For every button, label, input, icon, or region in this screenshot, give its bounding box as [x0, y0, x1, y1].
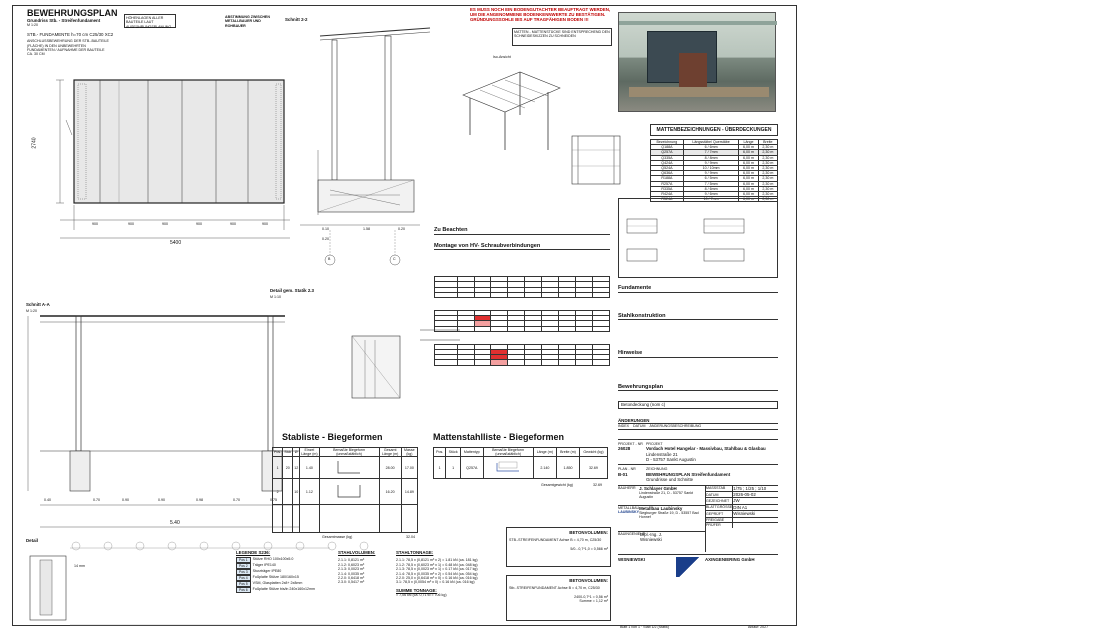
legend-pos-4: Pos 4: [236, 575, 251, 581]
blatt-label: BLATTGRÖSSE: [706, 505, 733, 510]
mb-r6-1: 6 / 5mm: [683, 176, 739, 181]
mattenbez-table: [650, 139, 778, 202]
metallbau-cell: [618, 506, 705, 532]
bauherr-name: J. Schlayer GmbH: [639, 485, 677, 491]
mb-r5-2: 6,00 m: [739, 171, 758, 176]
legend-pos-6: Pos 6: [236, 587, 251, 593]
mb-r4-0: Q524A: [651, 166, 684, 171]
mattenstahl-table: [433, 447, 608, 479]
render-door: [679, 53, 707, 87]
st-line-6: 3.1: 78,5 x (0,0054 m³ x 0) = 0.16 kN (ca. 016 kg): [396, 580, 475, 585]
bending-sketches: [618, 198, 778, 278]
stahlvolumen-title: STAHLVOLUMEN:: [338, 550, 376, 555]
mb-r4-2: 6,00 m: [739, 166, 758, 171]
stab-h-mass: Masse (kg): [401, 448, 417, 457]
dim-aa-4: 0.90: [158, 498, 165, 502]
stabliste-title: Stabliste - Biegeformen: [282, 432, 383, 442]
st-line-5: 2.2.0: 25,0 x (0,6418 m³ x 0) = 0.16 kN (ca. 016 kg): [396, 576, 478, 581]
iso-view-label: Iso-Ansicht: [493, 55, 511, 59]
betondeckung-label: Betondeckung (nom c): [618, 401, 778, 408]
dim-top-2: 900: [128, 222, 134, 226]
foundation-spec: STB.- FUNDAMENTE h=70 cm C25/30 XC2: [27, 31, 114, 37]
massstab: 1/75 ; 1/25 ; 1/10: [733, 486, 778, 492]
fundamente-heading: Fundamente: [618, 285, 778, 293]
dim-aa-7: 0.75: [270, 498, 277, 502]
legend: [236, 550, 326, 593]
mb-r3-2: 6,00 m: [739, 160, 758, 165]
stahltonnage: [396, 550, 488, 598]
sv-line-6: 2.3.0: 0,5417 m³: [338, 580, 365, 585]
stab-h-total: Gesamt Länge (m): [379, 448, 401, 457]
dim-total-width: 5400: [170, 240, 182, 246]
plan-scale: M 1:20: [27, 23, 38, 28]
stab-r2-pos: 2: [273, 479, 283, 505]
metallbau-address: Siegburger Straße 19, D - 53557 Bad Honnef: [639, 511, 699, 520]
mb-r10-1: 10 / 7mm: [683, 197, 739, 202]
legend-pos-2: Pos 2: [236, 563, 251, 569]
mb-r0-1: 6 / 6mm: [683, 145, 739, 150]
mat-h-br: Breite (m): [557, 448, 580, 457]
sv-line-2: 2.1.2: 0,6023 m³: [338, 562, 365, 567]
mb-r10-2: 6,00 m: [739, 197, 758, 202]
st-line-4: 2.1.4: 78,5 x (0,0035 m³ x 2) = 0.54 kN (ca. 054 kg): [396, 571, 478, 576]
axis-markers: [72, 542, 368, 550]
hinweise-heading: Hinweise: [618, 350, 778, 358]
iso-view: [463, 72, 560, 150]
mb-r6-2: 6,00 m: [739, 176, 758, 181]
stab-r2-mass: 14.89: [401, 479, 417, 505]
dim-aa-total: 5.40: [170, 520, 180, 526]
mb-r7-1: 7 / 5mm: [683, 181, 739, 186]
section-2-2-label: Schnitt 2-2: [285, 17, 308, 22]
sum-tonnage-title: SUMME TONNAGE:: [396, 587, 437, 593]
stabliste: [272, 432, 418, 541]
dim-section-3: 0.20: [398, 227, 405, 231]
mattenstahl-total: 32.69: [593, 483, 602, 488]
bauherr-cell: [618, 486, 705, 506]
mb-r2-0: Q335A: [651, 155, 684, 160]
mat-h-shape: Bemaßte Biegeform (unmaßstäblich): [483, 448, 533, 457]
zeichnung-2: Grundrisse und Schnitte: [646, 477, 694, 483]
mat-r1-stk: 1: [446, 457, 461, 479]
mb-r2-3: 2,30 m: [758, 155, 777, 160]
mb-r2-1: 8 / 8mm: [683, 155, 739, 160]
datum-label: DATUM: [706, 492, 733, 498]
stab-r2-stck: [283, 479, 293, 505]
stab-r2-total: 16.20: [379, 479, 401, 505]
beton2-title: BETONVOLUMEN:: [569, 578, 608, 583]
sv-line-1: 2.1.1: 0,8121 m³: [338, 558, 365, 563]
meta-table: [706, 486, 778, 528]
aend-h-datum: DATUM: [632, 424, 646, 429]
detail-scale: M 1:10: [270, 295, 281, 299]
projekt-address-2: D - 53757 Sankt Augustin: [646, 457, 696, 463]
zeichnung-1: BEWEHRUNGSPLAN Streifenfundament: [646, 471, 731, 477]
freigabe-label: FREIGABE: [706, 517, 733, 522]
hv-table-2: [434, 310, 610, 332]
legend-pos-1: Pos 1: [236, 557, 251, 563]
stab-h-d: Ø: [293, 448, 300, 457]
beton2-line: Stb.-STREIFENFUNDAMENT Achse B = 4,70 m, C25/30: [509, 586, 600, 591]
geprueft-label: GEPRÜFT: [706, 511, 733, 517]
stahltonnage-title: STAHLTONNAGE:: [396, 550, 434, 555]
plan-title: BEWEHRUNGSPLAN: [27, 8, 118, 18]
mb-r8-1: 8 / 6mm: [683, 186, 739, 191]
section-a-a: [28, 316, 300, 527]
dim-rebar: 14 mm: [74, 564, 85, 568]
mb-r4-3: 2,30 m: [758, 166, 777, 171]
mb-r9-3: 2,30 m: [758, 192, 777, 197]
projekt-nr-label: PROJEKT - NR: [618, 441, 643, 446]
footer-bottom: Blatt 1 von 1 · Stab 1/2 (Statik): [620, 625, 669, 629]
stab-h-stck: Stck: [283, 448, 293, 457]
dim-aa-2: 0.70: [93, 498, 100, 502]
mattenbezeichnungen: [650, 124, 778, 202]
mb-h-2: Länge: [739, 140, 758, 145]
mb-r7-2: 6,00 m: [739, 181, 758, 186]
mb-r3-3: 2,30 m: [758, 160, 777, 165]
sv-line-5: 2.2.0: 0,6418 m³: [338, 576, 365, 581]
mb-h-1: Längsstäbe/ Querstäbe: [683, 140, 739, 145]
notes-column-right: [618, 285, 778, 409]
footer-left: WISNIEWSKI: [618, 556, 646, 562]
mb-r7-0: R257A: [651, 181, 684, 186]
company-logo-icon: [676, 557, 702, 577]
mb-r7-3: 2,30 m: [758, 181, 777, 186]
beton1-calc: 5/0...0,7*1,0 = 0,566 m³: [570, 546, 608, 551]
mb-r3-1: 9 / 9mm: [683, 160, 739, 165]
footer-mid: AXINGENIERING GmbH: [705, 556, 755, 562]
stabliste-total: 32.04: [406, 535, 415, 540]
mb-r8-0: R335A: [651, 186, 684, 191]
stab-h-shape: Bemaßte Biegeform (unmaßstäblich): [319, 448, 379, 457]
mb-r2-2: 6,00 m: [739, 155, 758, 160]
metallbau-name: Metallbau Laubinsky: [639, 505, 683, 511]
geprueft: Wisniewski: [733, 511, 778, 517]
dim-top-5: 900: [230, 222, 236, 226]
mat-r1-pos: 1: [434, 457, 446, 479]
stab-r1-d: 12: [293, 457, 300, 479]
section-view-small: [572, 136, 620, 184]
bauingenieur-label: BAUINGENIEUR: [618, 531, 646, 536]
mb-r6-0: R188A: [651, 176, 684, 181]
stab-h-len: Einzel Länge (m): [301, 448, 318, 457]
mat-h-len: Länge (m): [533, 448, 556, 457]
mb-r4-1: 10 / 10mm: [683, 166, 739, 171]
mb-r5-3: 2,30 m: [758, 171, 777, 176]
mat-r1-len: 2.140: [533, 457, 556, 479]
stab-r1-shape: [319, 457, 379, 479]
dim-section-2: 1.58: [363, 227, 370, 231]
plan-nr: B-01: [618, 471, 628, 477]
mat-r1-br: 1.850: [557, 457, 580, 479]
plan-subtitle: Grundriss Stb. - Streifenfundament: [27, 18, 101, 23]
stabliste-total-label: Gesamtmasse (kg): [322, 535, 353, 540]
hv-table-1: [434, 276, 610, 298]
anchoring-note: ANSCHLUSSBEWEHRUNG DER STB.-BAUTEILE (FLÄCHE) IN DEN UNBEWEHRTEN FUNDAMENTEN / AUFNAHME DER BAUTEILE CA. 30 CM: [27, 39, 109, 57]
betonvolumen-2: [506, 575, 611, 621]
prufer-label: PRÜFER: [706, 523, 733, 528]
st-line-2: 2.1.2: 78,5 x (0,6023 m³ x 1) = 0.48 kN (ca. 048 kg): [396, 562, 478, 567]
notes-column: [434, 227, 610, 366]
mb-r5-1: 9 / 9mm: [683, 171, 739, 176]
mb-h-0: Bezeichnung: [651, 140, 684, 145]
dim-height: 2740: [31, 137, 38, 149]
legend-pos-5: Pos 5: [236, 581, 251, 587]
mattenstahl-title: Mattenstahlliste - Biegeformen: [433, 432, 565, 442]
foundation-plan: [56, 80, 400, 265]
dim-top-6: 900: [262, 222, 268, 226]
bending-sketches-svg: [619, 199, 779, 279]
building-render-image: [618, 12, 776, 112]
mattenbez-title: MATTENBEZEICHNUNGEN - ÜBERDECKUNGEN: [650, 124, 778, 136]
axis-label-c: C: [393, 257, 396, 261]
render-roof: [619, 21, 777, 25]
mat-h-stk: Stück: [446, 448, 461, 457]
mb-r1-1: 7 / 7mm: [683, 150, 739, 155]
zu-beachten-heading: Zu Beachten: [434, 227, 610, 235]
massstab-label: MASSSTAB: [706, 486, 733, 492]
mat-h-pos: Pos.: [434, 448, 446, 457]
stabliste-table: [272, 447, 418, 533]
coordination-note: ABSTIMMUNG ZWISCHEN METALLBAUER UND ROHBAUER: [225, 15, 270, 28]
section-2-2: [300, 28, 430, 225]
legend-text-1: Stütze RHO 100x100x5.0: [252, 557, 294, 562]
mb-r3-0: Q424A: [651, 160, 684, 165]
aenderungen-heading: ÄNDERUNGEN: [618, 418, 778, 424]
beton2-sum: = 1,12 m³: [592, 599, 608, 604]
bauingenieur-cell: [618, 532, 705, 552]
mb-r1-0: Q257A: [651, 150, 684, 155]
stahlvolumen: [338, 550, 390, 585]
datum: 2026-05-02: [733, 492, 778, 498]
aend-h-index: INDEX: [618, 424, 629, 429]
mat-r1-gew: 32.69: [579, 457, 607, 479]
mattenstahlliste: [433, 432, 608, 489]
legend-pos-3: Pos 3: [236, 569, 251, 575]
detail-bottom-label: Detail: [26, 538, 38, 543]
projekt-name: Vordach Hotel Hangelar - Massivbau, Stahlbau & Glasbau: [646, 446, 766, 452]
dim-aa-3: 0.90: [122, 498, 129, 502]
legend-text-3: Sturzträger IPE80: [252, 569, 282, 574]
legend-text-4: Fußplatte Stütze 180/160x15: [252, 575, 299, 580]
sum-tonnage: = 7,06 kN (ca. 0,71 to = 706 kg): [396, 593, 447, 598]
aend-h-desc: ÄNDERUNGSBESCHREIBUNG: [649, 424, 702, 429]
gezeichnet-label: GEZEICHNET: [706, 498, 733, 504]
legend-text-5: VSM, Glasplatten 2x8+ 2x8mm: [252, 581, 303, 586]
beton1-title: BETONVOLUMEN:: [569, 530, 608, 535]
sv-line-4: 2.1.4: 0,0035 m³: [338, 571, 365, 576]
projekt-address-1: Lindenstraße 21: [646, 451, 678, 457]
dim-section-left: 0.20: [322, 237, 329, 241]
stab-r1-pos: 1: [273, 457, 283, 479]
legend-text-2: Träger IPE140: [252, 563, 276, 568]
montage-heading: Montage von HV- Schraubverbindungen: [434, 243, 610, 251]
prufer: [733, 523, 778, 528]
mb-h-3: Breite: [758, 140, 777, 145]
beton1-line: STB.-STREIFENFUNDAMENT Achse B = 4,70 m, C25/30: [509, 538, 602, 543]
mat-note: MATTEN - MATTENSTÜCKE SIND ENTSPRECHEND DEN SCHNEIDESKIZZEN ZU SCHNEIDEN: [512, 28, 612, 46]
bauherr-label: BAUHERR: [618, 485, 636, 490]
plan-row: [618, 465, 778, 485]
mb-r6-3: 2,30 m: [758, 176, 777, 181]
stab-r1-stck: 20: [283, 457, 293, 479]
stahlkonstruktion-heading: Stahlkonstruktion: [618, 313, 778, 321]
parties-row: [618, 486, 778, 552]
render-base: [629, 87, 769, 97]
axis-label-b: B: [328, 257, 331, 261]
stab-r1-mass: 17.00: [401, 457, 417, 479]
mb-r1-3: 2,30 m: [758, 150, 777, 155]
project-row: [618, 440, 778, 466]
section-aa-label: Schnitt A-A: [26, 302, 50, 307]
metallbau-label: METALLBAU: [618, 505, 640, 510]
mb-r8-3: 2,30 m: [758, 186, 777, 191]
mb-r0-2: 6,00 m: [739, 145, 758, 150]
dim-section-1: 0.10: [322, 227, 329, 231]
section-aa-scale: M 1:20: [26, 309, 37, 313]
stab-r2-d: 10: [293, 479, 300, 505]
gezeichnet: JW: [733, 498, 778, 504]
dim-aa-6: 0.70: [233, 498, 240, 502]
mb-r9-0: R424A: [651, 192, 684, 197]
stab-r1-len: 1.40: [300, 457, 319, 479]
mb-r9-1: 9 / 6mm: [683, 192, 739, 197]
stab-r2-shape: [319, 479, 379, 505]
mat-r1-typ: Q257A: [460, 457, 483, 479]
st-line-3: 2.1.3: 78,5 x (0,0023 m³ x 1) = 0.17 kN (ca. 017 kg): [396, 567, 478, 572]
footer-right: Ablauf: 2027: [748, 625, 769, 629]
bauherr-address: Lindenstraße 21, D - 53757 Sankt Augustin: [639, 491, 694, 500]
projekt-label: PROJEKT: [646, 441, 663, 446]
dim-aa-1: 0.40: [44, 498, 51, 502]
heights-note: HÖHENLAGEN ALLER BAUTEILE LAUT AUSFÜHRUNGSPLANUNG: [124, 14, 176, 28]
sv-line-3: 2.1.3: 0,0023 m³: [338, 567, 365, 572]
warning-note: ES MUSS NOCH EIN BODENGUTACHTER BEAUFTRAGT WERDEN, UM DIE ANGENOMMENE BODENKENNWERTE ZU BESTÄTIGEN. GRÜNDUNGSSOHLE BIS AUF TRAGFÄHIGEN BODEN !!!: [470, 7, 611, 23]
legend-row-6: [236, 587, 326, 593]
st-line-1: 2.1.1: 78,5 x (0,8121 m³ x 2) = 1.81 kN (ca. 181 kg): [396, 558, 478, 563]
projekt-nr: 26028: [618, 446, 631, 452]
mb-r0-3: 2,30 m: [758, 145, 777, 150]
mb-r9-2: 6,00 m: [739, 192, 758, 197]
dim-top-3: 900: [162, 222, 168, 226]
detail-label: Detail gem. Statik 2.3: [270, 288, 314, 293]
legend-text-6: Fußplatte Stütze bis/in 240x160x12mm: [252, 587, 315, 592]
bewehrungsplan-heading: Bewehrungsplan: [618, 384, 778, 392]
dim-top-4: 900: [196, 222, 202, 226]
laubinsky-logo: LAUBINSKY: [618, 510, 639, 515]
mb-r5-0: Q636A: [651, 171, 684, 176]
beton2-sum-label: Summe: [579, 599, 592, 604]
mb-r10-3: 2,30 m: [758, 197, 777, 202]
dim-aa-5: 0.98: [196, 498, 203, 502]
plan-nr-label: PLAN - NR: [618, 467, 636, 472]
hv-table-3: [434, 344, 610, 366]
company-footer: [618, 554, 778, 578]
stab-r2-len: 1.12: [300, 479, 319, 505]
bauingenieur-1: Dipl.-Ing. J.: [640, 531, 663, 537]
bauingenieur-2: Wisniewski: [640, 537, 662, 543]
mattenstahl-total-label: Gesamtgewicht (kg): [541, 483, 573, 488]
mb-r0-0: Q188A: [651, 145, 684, 150]
mb-r1-2: 6,00 m: [739, 150, 758, 155]
mat-r1-shape: [483, 457, 533, 479]
mat-h-typ: Mattentyp: [460, 448, 483, 457]
mb-r8-2: 6,00 m: [739, 186, 758, 191]
title-block: [618, 418, 778, 578]
zeichnung-label: ZEICHNUNG: [646, 467, 668, 472]
betonvolumen-1: [506, 527, 611, 567]
mat-h-gew: Gewicht (kg): [579, 448, 607, 457]
blatt: DIN A1: [733, 504, 778, 510]
legend-title: LEGENDE S236:: [236, 550, 271, 555]
stab-h-pos: Pos.: [273, 448, 283, 457]
beton2-calc: 2400-0,7*1 = 0,56 m³: [574, 594, 608, 599]
stab-r1-total: 28.00: [379, 457, 401, 479]
dim-top-1: 900: [92, 222, 98, 226]
mb-r10-0: R524A: [651, 197, 684, 202]
